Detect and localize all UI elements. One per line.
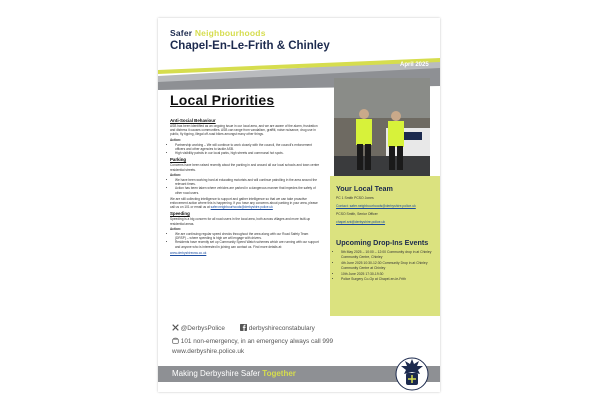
action-item: • We have been working hard at educating motorists and will continue patrolling in the area around the relevant times.	[175, 178, 320, 186]
facebook-text: derbyshireconstabulary	[248, 325, 315, 333]
team-heading: Your Local Team	[336, 184, 393, 193]
police-crest-logo	[392, 356, 432, 392]
facebook-handle[interactable]	[240, 324, 315, 333]
action-item: • Action has been taken where vehicles are parked in a dangerous manner that impedes the safety of other road users.	[175, 186, 320, 194]
section-heading-parking: Parking	[170, 157, 187, 163]
website-link[interactable]: www.derbyshire.police.uk	[172, 348, 245, 355]
brand-part2: Neighbourhoods	[194, 28, 266, 38]
section-outro-parking	[170, 197, 320, 210]
section-intro-asb: ASB has been identified as an ongoing issue in our local area, and we are aware of the alarm, frustration and distress it causes communities. ASB can range from vandalism, graffiti, noise nuisance, drug use in public, fly tipping, illegal off-road bikes amongst many other things.	[170, 124, 318, 137]
twitter-text: @DerbysPolice	[180, 325, 225, 333]
issue-date: April 2025	[400, 62, 429, 68]
page-title: Local Priorities	[170, 92, 275, 108]
event-item: • 10th June 2025 17:30-19:30	[341, 272, 434, 277]
team-events-panel	[330, 176, 440, 316]
outro-text: We are still collecting intelligence to support and gather intelligence so that we can take proactive enforcement action where this is happening. If you have any concerns about parking in your area, please call us on 101 or email us at	[170, 196, 318, 210]
team-photo	[334, 78, 430, 178]
tagline	[172, 369, 296, 378]
tagline-part1: Making Derbyshire Safer	[172, 369, 261, 378]
parking-email-link[interactable]: safer.neighbourhoods@derbyshire.police.uk	[210, 205, 273, 210]
area-title: Chapel-En-Le-Frith & Chinley	[170, 40, 330, 52]
events-heading: Upcoming Drop-Ins Events	[336, 238, 429, 247]
section-intro-parking: Concerns have been raised recently about the parking in and around all our local schools and town centre residential streets.	[170, 163, 320, 172]
phone-text: 101 non-emergency, in an emergency always call 999	[180, 338, 334, 346]
team-line: PC 1 Smith PCSO Jones	[336, 196, 374, 200]
newsletter-header	[158, 18, 440, 80]
action-label-parking: Action:	[170, 172, 181, 177]
section-intro-speeding: Speeding is a big concern for all road users in the local area, both across villages and more built-up residential areas.	[170, 217, 311, 226]
event-item: • 4th June 2025 10:30-12:30 Community Drop in at Chinley Community Centre at Chinley	[341, 261, 434, 272]
x-icon	[172, 324, 179, 333]
priorities-column	[170, 116, 320, 255]
team-line: PCSO Smith, Senior Officer	[336, 212, 378, 216]
csw-link[interactable]: www.derbyshirecsw.co.uk	[170, 250, 207, 255]
twitter-handle[interactable]	[172, 324, 225, 333]
brand-title	[170, 28, 266, 38]
facebook-icon	[240, 324, 247, 333]
events-list	[336, 250, 434, 282]
action-item: • We are continuing regular speed checks throughout the area along with our Road Safety Team (DRSP) – where speeding is high we will engage with drivers.	[175, 232, 320, 240]
phone-line	[172, 337, 333, 346]
event-item: • 5th May 2025 – 10:00 – 12:00 Community drop in at Chinley Community Centre, Chinley	[341, 250, 434, 261]
brand-part1: Safer	[170, 28, 193, 38]
action-item: • Residents have recently set up Community Speed Watch schemes which are running with our support and anyone who is interested in joining can contact us. Find more details at:	[175, 240, 320, 248]
action-list-speeding	[170, 232, 320, 249]
newsletter-page	[158, 18, 440, 392]
tagline-part2: Together	[262, 369, 296, 378]
action-list-asb	[170, 143, 320, 156]
team-email-link[interactable]: chapel.snt@derbyshire.police.uk	[336, 220, 386, 224]
action-item: • Partnership working – We will continue to work closely with the council, the council's enforcement officers and other agencies to tackle ASB.	[175, 143, 320, 151]
action-label-asb: Action:	[170, 137, 181, 142]
section-heading-speeding: Speeding	[170, 211, 190, 217]
section-heading-asb: Anti-Social Behaviour	[170, 118, 216, 123]
action-item: • High visibility patrols in our local parks, high streets and communal hot spots.	[175, 151, 320, 155]
action-label-speeding: Action:	[170, 226, 181, 231]
team-email-link[interactable]: Contact: safer.neighbourhoods@derbyshire.police.uk	[336, 204, 416, 208]
phone-icon	[172, 337, 179, 346]
event-item: • Police Surgery Co-Op at Chapel-en-le-Frith	[341, 277, 434, 282]
newsletter-footer	[158, 318, 440, 392]
action-list-parking	[170, 178, 320, 195]
